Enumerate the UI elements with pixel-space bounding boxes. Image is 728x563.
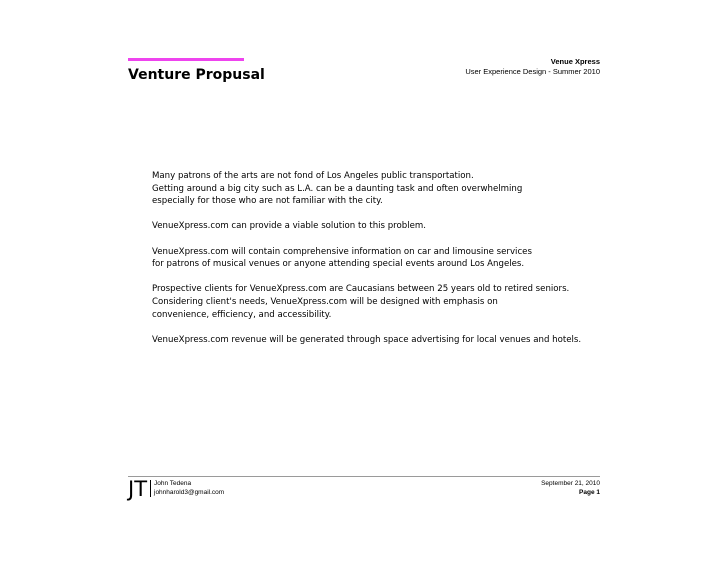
project-info xyxy=(465,57,600,77)
document-date: September 21, 2010 xyxy=(541,480,600,487)
page-number xyxy=(541,488,600,497)
title-accent-bar xyxy=(128,58,244,61)
author-email: johnharold3@gmail.com xyxy=(154,489,225,496)
course-name: User Experience Design - Summer 2010 xyxy=(465,67,600,76)
author-monogram: JT xyxy=(128,477,148,501)
project-name: Venue Xpress xyxy=(550,57,600,66)
body-paragraph xyxy=(152,220,622,233)
page-number-value: 1 xyxy=(596,489,600,496)
body-line: especially for those who are not familiar with the city. xyxy=(152,196,383,207)
body-paragraph xyxy=(152,170,622,208)
body-line: VenueXpress.com can provide a viable solution to this problem. xyxy=(152,221,427,232)
body-paragraph xyxy=(152,246,622,271)
footer-divider xyxy=(128,476,600,477)
monogram-separator xyxy=(150,480,151,497)
body-line: VenueXpress.com revenue will be generated through space advertising for local venues and hotels. xyxy=(152,334,582,345)
page-title: Venture Propusal xyxy=(128,67,265,83)
body-line: Considering client's needs, VenueXpress.com will be designed with emphasis on xyxy=(152,296,498,307)
body-line: VenueXpress.com will contain comprehensive information on car and limousine services xyxy=(152,246,532,257)
page-label: Page xyxy=(579,489,597,496)
author-info xyxy=(154,479,224,497)
body-paragraph xyxy=(152,283,622,321)
body-line: Many patrons of the arts are not fond of Los Angeles public transportation. xyxy=(152,171,474,181)
body-paragraph xyxy=(152,334,622,347)
body-line: convenience, efficiency, and accessibility. xyxy=(152,309,332,320)
author-name: John Tedena xyxy=(154,480,192,487)
body-line: for patrons of musical venues or anyone attending special events around Los Angeles. xyxy=(152,259,525,270)
body-line: Prospective clients for VenueXpress.com are Caucasians between 25 years old to retired seniors. xyxy=(152,284,570,295)
proposal-body xyxy=(152,170,622,359)
page-meta xyxy=(541,479,600,497)
body-line: Getting around a big city such as L.A. can be a daunting task and often overwhelming xyxy=(152,183,523,194)
